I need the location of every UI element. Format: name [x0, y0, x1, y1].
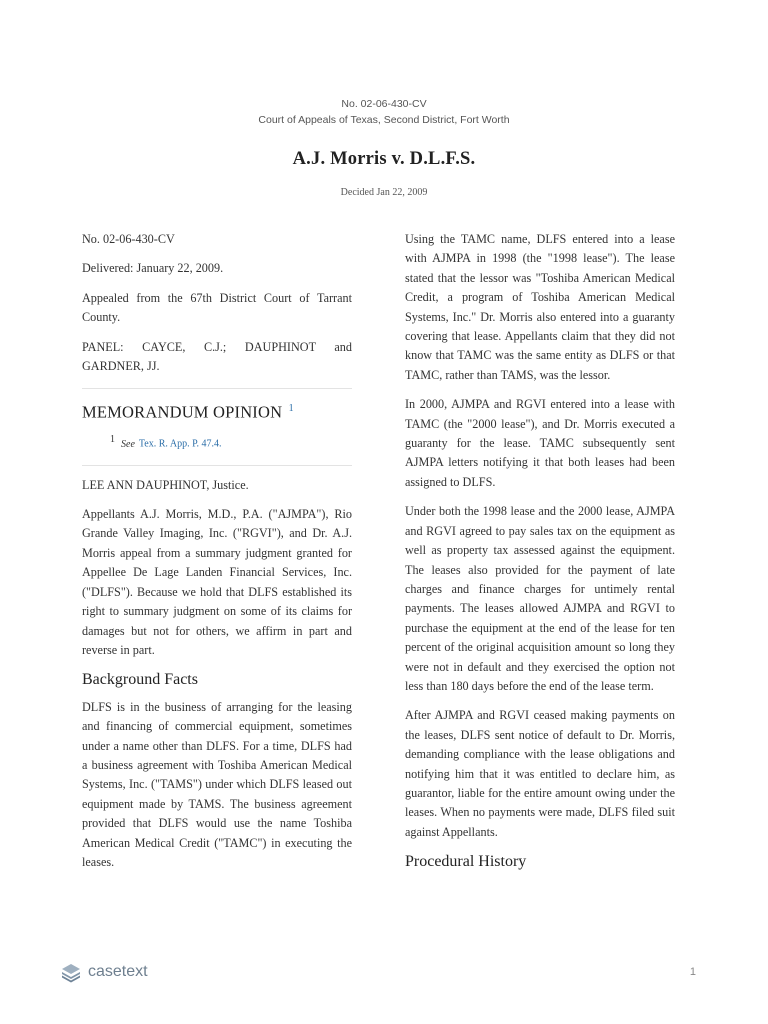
opinion-paragraph: Using the TAMC name, DLFS entered into a lease with AJMPA in 1998 (the "1998 lease"). The lease stated that the lessor was "Toshiba American Medical Credit, a program of Toshiba American Medical Systems, Inc." Dr. Morris also entered into a guaranty covering that lease. Appellants claim that they did not know that TAMC was the same entity as DLFS or that TAMC, rather than TAMS, was the lessor.	[405, 232, 675, 382]
docket-line: No. 02-06-430-CV	[82, 232, 175, 246]
page-number: 1	[689, 966, 696, 978]
case-title: A.J. Morris v. D.L.F.S.	[292, 149, 476, 169]
opinion-paragraph: In 2000, AJMPA and RGVI entered into a lease with TAMC (the "2000 lease"), and Dr. Morris executed a guaranty for the lease. TAMC subsequently sent AJMPA letters notifying it that both leases had been assigned to DLFS.	[405, 397, 675, 489]
casetext-logo	[60, 961, 148, 983]
background-facts-heading: Background Facts	[82, 671, 198, 689]
docket-number: No. 02-06-430-CV	[341, 98, 427, 110]
opinion-paragraph: Under both the 1998 lease and the 2000 lease, AJMPA and RGVI agreed to pay sales tax on the equipment as well as property tax assessed against the equipment. The leases also provided for the payment of late charges and finance charges for untimely rental payments. The leases allowed AJMPA and RGVI to purchase the equipment at the end of the lease for ten percent of the original acquisition amount so long they were not in default and they exercised the option not less than 180 days before the end of the lease term.	[405, 504, 675, 693]
decided-date: Decided Jan 22, 2009	[340, 187, 428, 198]
background-paragraph: DLFS is in the business of arranging for the leasing and financing of commercial equipment, sometimes under a name other than DLFS. For a time, DLFS had a business agreement with Toshiba American Medical Systems, Inc. ("TAMS") under which DLFS leased out equipment made by TAMS. The business agreement provided that DLFS would use the name Toshiba American Medical Credit ("TAMC") in executing the leases.	[82, 699, 352, 869]
left-column	[82, 230, 352, 882]
opinion-paragraph: After AJMPA and RGVI ceased making payments on the leases, DLFS sent notice of default to Dr. Morris, demanding compliance with the lease obligations and notifying him that it was entitled to declare him, as guarantor, liable for the entire amount owing under the leases. When no payments were made, DLFS filed suit against Appellants.	[405, 708, 675, 839]
document-header	[0, 96, 768, 198]
justice-line: LEE ANN DAUPHINOT, Justice.	[82, 477, 249, 492]
divider	[82, 465, 352, 466]
footnote-citation-link[interactable]: Tex. R. App. P. 47.4.	[138, 438, 222, 450]
right-column	[405, 230, 675, 880]
footnote-ref-link[interactable]: 1	[288, 403, 294, 415]
footnote-see: See	[121, 438, 135, 450]
casetext-layers-icon	[60, 961, 82, 983]
memorandum-heading	[82, 399, 352, 422]
casetext-wordmark: casetext	[88, 963, 148, 980]
court-name: Court of Appeals of Texas, Second District, Fort Worth	[258, 114, 510, 126]
footnote-number: 1	[110, 434, 115, 446]
opinion-paragraph: Appellants A.J. Morris, M.D., P.A. ("AJMPA"), Rio Grande Valley Imaging, Inc. ("RGVI"), and Dr. A.J. Morris appeal from a summary judgment granted for Appellee De Lage Landen Financial Services, Inc. ("DLFS"). Because we hold that DLFS established its right to summary judgment on some of its claims for damages but not for others, we affirm in part and reverse in part.	[82, 507, 352, 657]
panel-line: PANEL: CAYCE, C.J.; DAUPHINOT and GARDNER, JJ.	[82, 339, 352, 374]
footnote	[110, 432, 352, 452]
memorandum-heading-text: MEMORANDUM OPINION	[82, 402, 283, 422]
delivered-line: Delivered: January 22, 2009.	[82, 261, 224, 276]
divider	[82, 388, 352, 389]
procedural-history-heading: Procedural History	[405, 853, 527, 871]
appealed-line: Appealed from the 67th District Court of Tarrant County.	[82, 290, 352, 325]
